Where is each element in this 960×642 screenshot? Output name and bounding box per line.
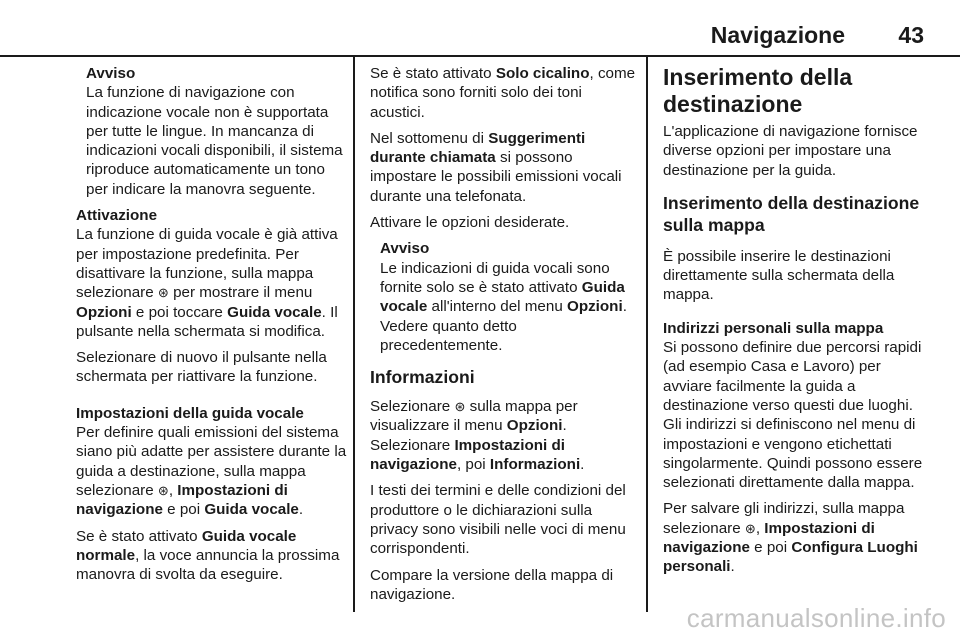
- menu-name-impostazioni-navigazione: Impostazioni di navigazione: [370, 436, 565, 474]
- menu-name-guida-vocale: Guida vocale: [380, 278, 625, 316]
- map-menu-icon: ⊛: [157, 482, 169, 498]
- text: e poi: [754, 539, 788, 557]
- terms-paragraph: I testi dei termini e delle condizioni del produttore o le dichiarazioni sulla privacy sono visibili nelle voci di menu corrispondenti.: [370, 482, 626, 558]
- text: sulla mappa per visualizzare il menu: [370, 398, 578, 435]
- menu-name-impostazioni-navigazione: Impostazioni di navigazione: [76, 481, 288, 519]
- note-body: [380, 259, 636, 355]
- text: , poi: [456, 456, 486, 474]
- text: si possono impostare le possibili emissioni vocali durante una telefonata.: [370, 149, 622, 205]
- text: Per definire quali emissioni del sistema siano più adatte per assistere durante la guida a destinazione, sulla mappa selezionare: [76, 424, 347, 499]
- text: . Selezionare: [370, 417, 567, 454]
- option-solo-cicalino: Solo cicalino: [495, 65, 590, 82]
- intro-paragraph: L'applicazione di navigazione fornisce diverse opzioni per impostare una destinazione per la guida.: [663, 123, 918, 179]
- menu-name-informazioni: Informazioni: [489, 456, 581, 474]
- activation-paragraph: [76, 225, 348, 341]
- menu-name-impostazioni-navigazione: Impostazioni di navigazione: [663, 519, 875, 557]
- cicalino-paragraph: [370, 64, 636, 122]
- section-heading-informazioni: Informazioni: [370, 367, 475, 388]
- text: .: [580, 456, 585, 474]
- text: per mostrare il menu: [173, 284, 313, 302]
- text: Per salvare gli indirizzi, sulla mappa selezionare: [663, 500, 905, 537]
- text: . Vedere quanto detto precedentemente.: [380, 298, 627, 354]
- note-box: [370, 239, 636, 355]
- informazioni-paragraph: [370, 397, 636, 474]
- text: Nel sottomenu di: [370, 129, 484, 147]
- map-menu-icon: ⊛: [744, 520, 756, 536]
- menu-name-opzioni: Opzioni: [76, 303, 132, 321]
- text: , la voce annuncia la prossima manovra di svolta da eseguire.: [76, 546, 340, 584]
- section-heading-map: Inserimento della destinazione sulla mappa: [663, 192, 920, 235]
- page-header: [0, 22, 960, 54]
- personal-paragraph: Si possono definire due percorsi rapidi (ad esempio Casa e Lavoro) per avviare facilmente la guida a destinazione verso questi due luoghi. Gli indirizzi si definiscono nel menu di impostazioni e vengono etichettati singolarmente. Quindi possono essere selezionati direttamente dalla mappa.: [663, 339, 923, 492]
- version-paragraph: Compare la versione della mappa di navigazione.: [370, 566, 614, 603]
- text: Se è stato attivato: [76, 527, 198, 545]
- menu-name-guida-vocale: Guida vocale: [204, 501, 299, 519]
- menu-name-opzioni: Opzioni: [567, 298, 623, 316]
- menu-name-configura-luoghi: Configura Luoghi personali: [663, 539, 918, 576]
- section-heading-settings: Impostazioni della guida vocale: [76, 404, 304, 422]
- note-box: [76, 64, 348, 199]
- text: Selezionare: [370, 398, 451, 416]
- text: La funzione di guida vocale è già attiva per impostazione predefinita. Per disattivare la funzione, sulla mappa selezionare: [76, 226, 338, 302]
- normale-paragraph: [76, 527, 348, 585]
- map-menu-icon: ⊛: [454, 399, 466, 415]
- text: ,: [755, 519, 761, 537]
- map-paragraph: È possibile inserire le destinazioni direttamente sulla schermata della mappa.: [663, 247, 895, 304]
- column-1: [76, 64, 348, 591]
- column-divider-2: [646, 57, 648, 612]
- text: .: [730, 558, 735, 576]
- text: e poi: [167, 501, 201, 519]
- activate-options-paragraph: Attivare le opzioni desiderate.: [370, 214, 570, 232]
- page-number: 43: [898, 22, 924, 48]
- note-body: La funzione di navigazione con indicazione vocale non è supportata per tutte le lingue. In mancanza di indicazioni vocali disponibili, il sistema riproduce automaticamente un tono per indicare la manovra seguente.: [86, 84, 343, 198]
- text: Le indicazioni di guida vocali sono fornite solo se è stato attivato: [380, 259, 610, 296]
- column-3: [663, 64, 929, 584]
- text: . Il pulsante nella schermata si modifica.: [76, 303, 338, 340]
- menu-name-guida-vocale: Guida vocale: [227, 303, 322, 321]
- section-heading-activation: Attivazione: [76, 207, 158, 225]
- menu-name-opzioni: Opzioni: [506, 417, 563, 435]
- option-guida-vocale-normale: Guida vocale normale: [76, 527, 297, 564]
- note-heading: Avviso: [380, 240, 430, 258]
- map-menu-icon: ⊛: [157, 285, 169, 301]
- text: e poi toccare: [135, 303, 223, 321]
- text: .: [298, 501, 304, 519]
- column-divider-1: [353, 57, 355, 612]
- text: ,: [168, 481, 174, 499]
- suggerimenti-paragraph: [370, 129, 636, 206]
- settings-paragraph: [76, 423, 348, 519]
- page-title: Navigazione: [710, 22, 845, 48]
- header-rule: [0, 55, 960, 57]
- save-paragraph: [663, 499, 929, 576]
- section-heading-personal: Indirizzi personali sulla mappa: [663, 319, 884, 337]
- text: , come notifica sono forniti solo dei toni acustici.: [370, 65, 636, 121]
- activation-paragraph-2: Selezionare di nuovo il pulsante nella schermata per riattivare la funzione.: [76, 349, 327, 386]
- note-heading: Avviso: [86, 65, 136, 82]
- text: all'interno del menu: [431, 298, 563, 316]
- chapter-heading: Inserimento della destinazione: [663, 64, 853, 117]
- menu-name-suggerimenti: Suggerimenti durante chiamata: [370, 129, 586, 167]
- column-2: [370, 64, 636, 611]
- text: Se è stato attivato: [370, 65, 492, 82]
- watermark: carmanualsonline.info: [686, 603, 946, 633]
